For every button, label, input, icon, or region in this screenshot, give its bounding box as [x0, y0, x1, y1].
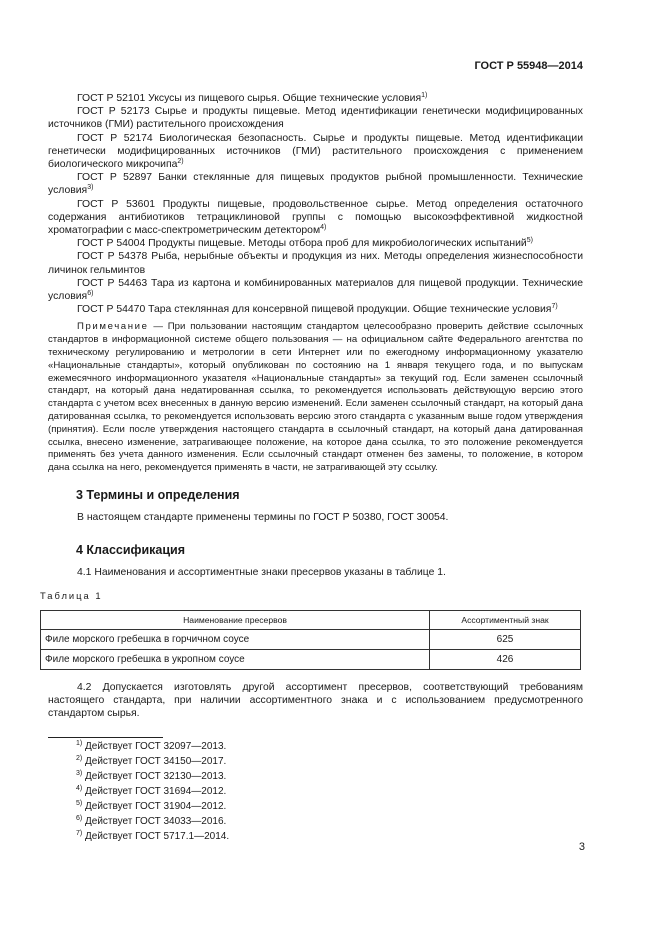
note-text: — При пользовании настоящим стандартом целесообразно проверить действие ссылочных стандартов в информационной системе общего пользования — на официальном сайте Федерального агентства по техническому регулированию и метрологии в сети Интернет или по ежегодному информационному указателю «Национальные стандарты», который опубликован по состоянию на 1 января текущего года, и по выпускам ежемесячного информационного указателя «Национальные стандарты» за текущий год. Если заменен ссылочный стандарт, на который дана недатированная ссылка, то рекомендуется использовать действующую версию этого стандарта с учетом всех внесенных в данную версию изменений. Если заменен ссылочный стандарт, на который дана датированная ссылка, то рекомендуется использовать версию этого стандарта с указанным выше годом утверждения (принятия). Если после утверждения настоящего стандарта в ссылочный стандарт, на который дана датированная ссылка, внесено изменение, затрагивающее положение, на которое дана ссылка, то это положение рекомендуется применять без учета данного изменения. Если ссылочный стандарт отменен без замены, то положение, в котором дана ссылка на него, рекомендуется применять в части, не затрагивающей эту ссылку. [48, 321, 583, 474]
section-4-1-text: 4.1 Наименования и ассортиментные знаки пресервов указаны в таблице 1. [77, 567, 446, 578]
footnote-divider [48, 737, 163, 738]
table-1 [40, 610, 581, 670]
section-4-title: 4 Классификация [76, 543, 186, 557]
footnote: $^{7)}$ Действует ГОСТ 5717.1—2014. [76, 830, 230, 842]
section-3-text: В настоящем стандарте применены термины по ГОСТ Р 50380, ГОСТ 30054. [77, 512, 449, 523]
reference-item: ГОСТ Р 52101 Уксусы из пищевого сырья. Общие технические условия$^{1)}$ [77, 92, 428, 104]
note [48, 321, 583, 475]
reference-item: ГОСТ Р 52173 Сырье и продукты пищевые. Метод идентификации генетически модифицированных источников (ГМИ) растительного происхождения [48, 106, 583, 131]
note-label: Примечание [77, 321, 149, 333]
table-header: Ассортиментный знак [430, 611, 581, 630]
section-4-2-text: 4.2 Допускается изготовлять другой ассортимент пресервов, соответствующий требованиям настоящего стандарта, при наличии ассортиментного знака и с использованием предусмотренного стандартом сырья. [48, 682, 583, 720]
reference-item: ГОСТ Р 54378 Рыба, нерыбные объекты и продукция из них. Методы определения жизнеспособности личинок гельминтов [48, 251, 583, 276]
footnote: $^{3)}$ Действует ГОСТ 32130—2013. [76, 770, 227, 782]
reference-item: ГОСТ Р 54004 Продукты пищевые. Методы отбора проб для микробиологических испытаний$^{5)}$ [77, 237, 533, 250]
footnote: $^{2)}$ Действует ГОСТ 34150—2017. [76, 755, 227, 767]
page-number: 3 [578, 841, 585, 853]
reference-item: ГОСТ Р 54470 Тара стеклянная для консервной пищевой продукции. Общие технические условия$^{7)}$ [77, 303, 558, 316]
table-header-row [41, 611, 581, 630]
document-code: ГОСТ Р 55948—2014 [474, 60, 583, 72]
footnote: $^{1)}$ Действует ГОСТ 32097—2013. [76, 740, 227, 752]
footnote: $^{5)}$ Действует ГОСТ 31904—2012. [76, 800, 227, 812]
table-row [41, 650, 581, 670]
reference-item: ГОСТ Р 52897 Банки стеклянные для пищевых продуктов рыбной промышленности. Технические условия$^{3)}$ [48, 172, 583, 197]
table-row [41, 630, 581, 650]
table-cell: Филе морского гребешка в укропном соусе [41, 650, 430, 670]
reference-item: ГОСТ Р 54463 Тара из картона и комбинированных материалов для пищевой продукции. Технические условия$^{6)}$ [48, 277, 583, 303]
normative-references [48, 92, 583, 475]
footnote: $^{6)}$ Действует ГОСТ 34033—2016. [76, 815, 227, 827]
section-3-title: 3 Термины и определения [76, 488, 240, 502]
table-cell: Филе морского гребешка в горчичном соусе [41, 630, 430, 650]
footnote: $^{4)}$ Действует ГОСТ 31694—2012. [76, 785, 227, 797]
reference-item: ГОСТ Р 52174 Биологическая безопасность. Сырье и продукты пищевые. Метод идентификации генетически модифицированных источников (ГМИ) растительного происхождения с применением биологического микрочипа$^{2)}$ [48, 132, 583, 171]
reference-item: ГОСТ Р 53601 Продукты пищевые, продовольственное сырье. Метод определения остаточного содержания антибиотиков тетрациклиновой группы с помощью высокоэффективной жидкостной хроматографии с масс-спектрометрическим детектором$^{4)}$ [48, 198, 583, 237]
table-cell: 426 [430, 650, 581, 670]
table-cell: 625 [430, 630, 581, 650]
table-caption: Таблица 1 [40, 590, 103, 601]
table-header: Наименование пресервов [41, 611, 430, 630]
